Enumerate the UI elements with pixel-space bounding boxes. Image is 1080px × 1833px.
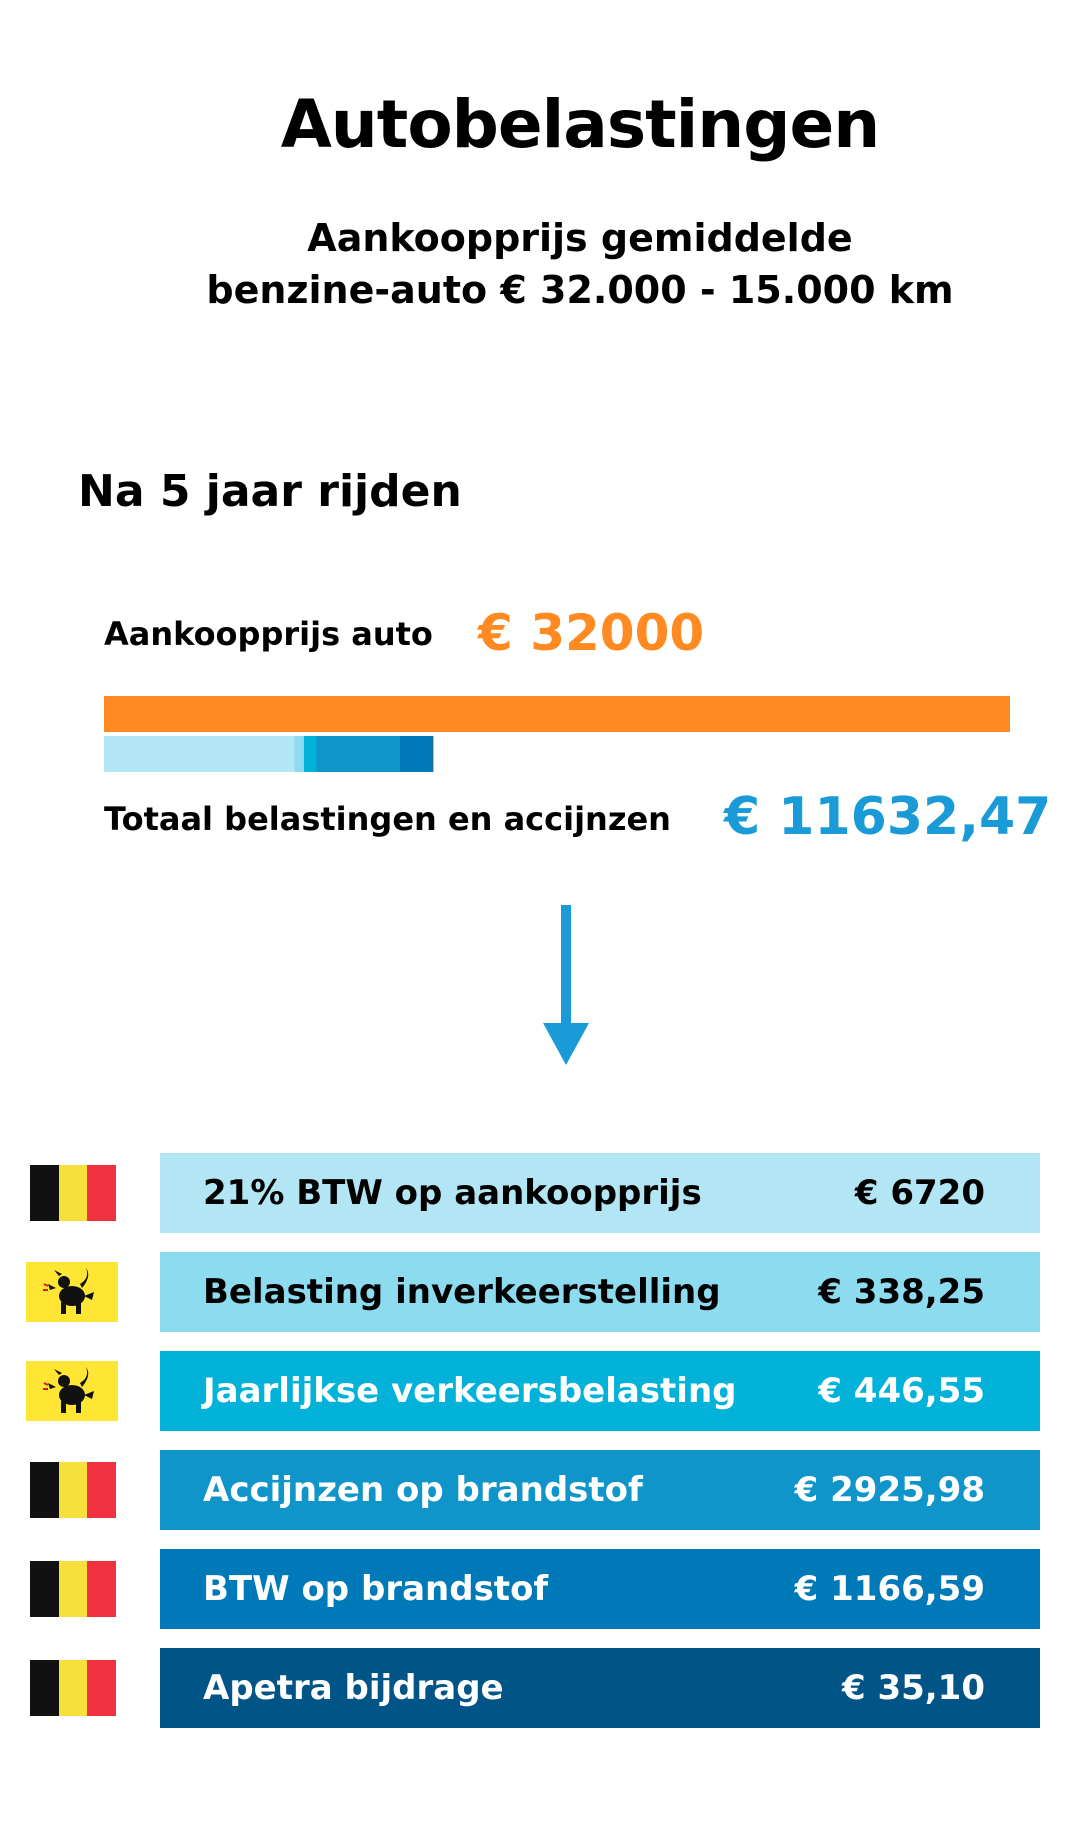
subtitle-line-2: benzine-auto € 32.000 - 15.000 km — [206, 268, 954, 312]
tax-segment-bar — [432, 736, 433, 772]
tax-row-label: 21% BTW op aankoopprijs — [203, 1173, 702, 1213]
purchase-price-value: € 32000 — [478, 604, 705, 662]
tax-row-label: Apetra bijdrage — [203, 1668, 504, 1708]
tax-row — [160, 1351, 1040, 1431]
flanders-flag-icon — [26, 1262, 118, 1326]
belgium-flag-icon — [30, 1462, 116, 1522]
tax-row — [160, 1252, 1040, 1332]
tax-segment-bar — [399, 736, 432, 772]
tax-row — [160, 1153, 1040, 1233]
total-tax-value: € 11632,47 — [724, 787, 1052, 847]
comparison-bars — [0, 0, 1080, 780]
tax-row-value: € 2925,98 — [794, 1470, 985, 1510]
belgium-flag-icon — [30, 1165, 116, 1225]
subtitle-line-1: Aankoopprijs gemiddelde — [307, 216, 853, 260]
tax-row — [160, 1648, 1040, 1728]
flanders-flag-icon — [26, 1361, 118, 1425]
tax-row-value: € 446,55 — [818, 1371, 985, 1411]
belgium-flag-icon — [30, 1561, 116, 1621]
tax-row-value: € 6720 — [854, 1173, 985, 1213]
tax-row-label: Accijnzen op brandstof — [203, 1470, 643, 1510]
page-title: Autobelastingen — [280, 86, 880, 163]
period-heading: Na 5 jaar rijden — [78, 466, 462, 517]
total-tax-label: Totaal belastingen en accijnzen — [104, 800, 671, 838]
tax-row — [160, 1549, 1040, 1629]
tax-row-label: BTW op brandstof — [203, 1569, 549, 1609]
tax-segment-bar — [304, 736, 317, 772]
purchase-price-bar — [104, 696, 1010, 732]
tax-row-label: Jaarlijkse verkeersbelasting — [203, 1371, 737, 1411]
tax-row — [160, 1450, 1040, 1530]
tax-segment-bar — [316, 736, 399, 772]
tax-row-value: € 338,25 — [818, 1272, 985, 1312]
belgium-flag-icon — [30, 1660, 116, 1720]
tax-segment-bar — [104, 736, 294, 772]
purchase-price-label: Aankoopprijs auto — [104, 615, 433, 653]
tax-row-value: € 1166,59 — [794, 1569, 985, 1609]
tax-row-label: Belasting inverkeerstelling — [203, 1272, 721, 1312]
tax-row-value: € 35,10 — [841, 1668, 985, 1708]
arrow-down-icon — [543, 905, 589, 1065]
tax-segment-bar — [294, 736, 304, 772]
